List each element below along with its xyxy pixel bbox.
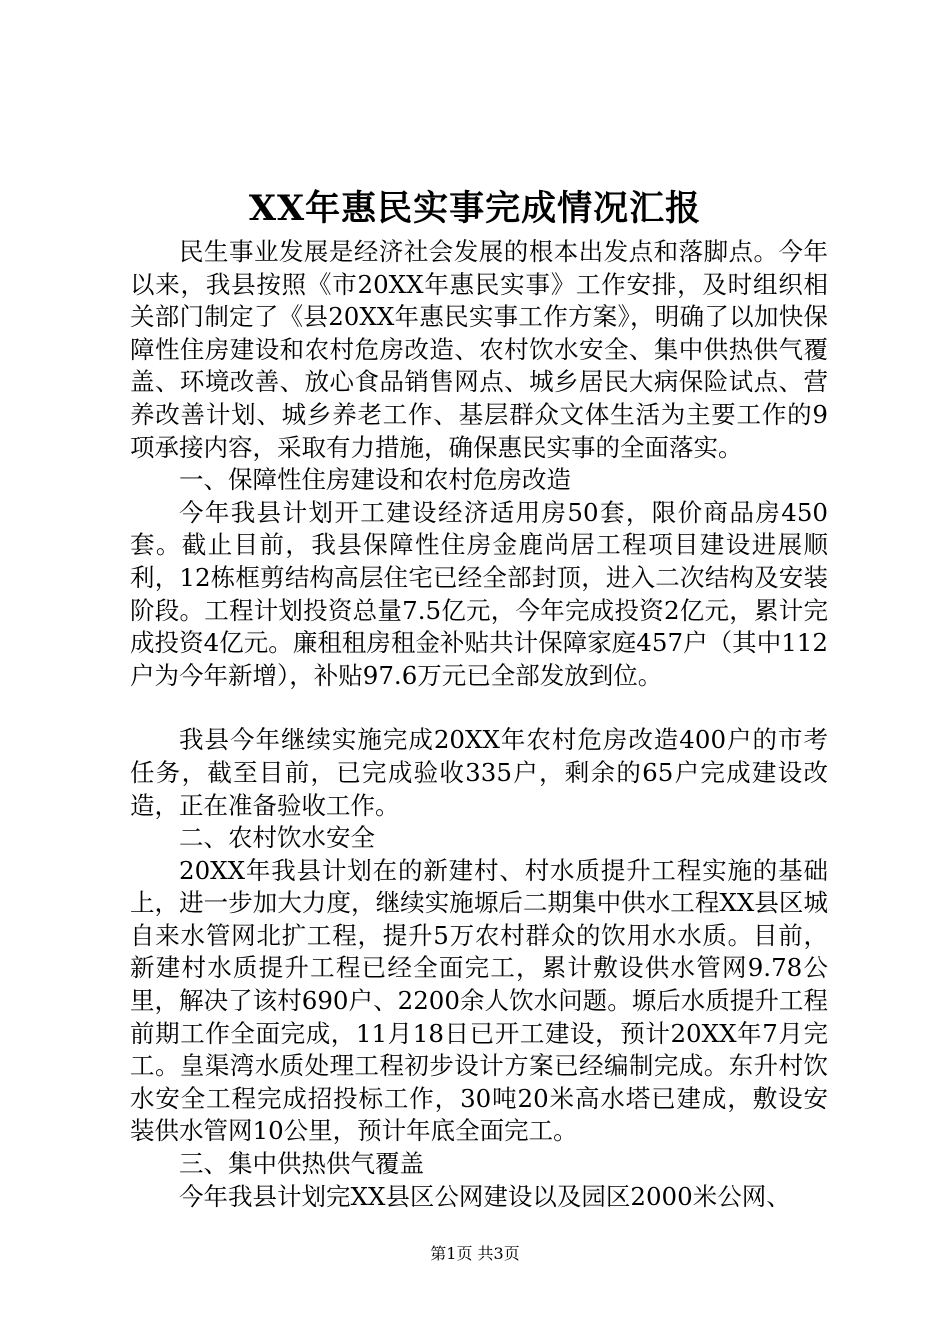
- section-heading-housing: 一、保障性住房建设和农村危房改造: [179, 465, 571, 495]
- paragraph-water: 20XX年我县计划在的新建村、村水质提升工程实施的基础上，进一步加大力度，继续实施塬后二期集中供水工程XX县区城自来水管网北扩工程，提升5万农村群众的饮用水水质。目前，新建村水质提升工程已经全面完工，累计敷设供水管网9.78公里，解决了该村690户、2200余人饮水问题。塬后水质提升工程前期工作全面完成，11月18日已开工建设，预计20XX年7月完工。皇渠湾水质处理工程初步设计方案已经编制完成。东升村饮水安全工程完成招投标工作，30吨20米高水塔已建成，敷设安装供水管网10公里，预计年底全面完工。: [130, 855, 828, 1146]
- page-footer: 第1页 共3页: [430, 1244, 520, 1263]
- document-title: XX年惠民实事完成情况汇报: [248, 188, 702, 229]
- section-heading-heating: 三、集中供热供气覆盖: [179, 1149, 424, 1179]
- paragraph-rural-renovation: 我县今年继续实施完成20XX年农村危房改造400户的市考任务，截至目前，已完成验收335户，剩余的65户完成建设改造，正在准备验收工作。: [130, 725, 828, 820]
- paragraph-intro: 民生事业发展是经济社会发展的根本出发点和落脚点。今年以来，我县按照《市20XX年惠民实事》工作安排，及时组织相关部门制定了《县20XX年惠民实事工作方案》，明确了以加快保障性住房建设和农村危房改造、农村饮水安全、集中供热供气覆盖、环境改善、放心食品销售网点、城乡居民大病保险试点、营养改善计划、城乡养老工作、基层群众文体生活为主要工作的9项承接内容，采取有力措施，确保惠民实事的全面落实。: [130, 237, 828, 462]
- document-body: [130, 236, 828, 1213]
- paragraph-heating: 今年我县计划完XX县区公网建设以及园区2000米公网、: [179, 1181, 791, 1211]
- paragraph-housing: 今年我县计划开工建设经济适用房50套，限价商品房450套。截止目前，我县保障性住房金鹿尚居工程项目建设进展顺利，12栋框剪结构高层住宅已经全部封顶，进入二次结构及安装阶段。工程计划投资总量7.5亿元，今年完成投资2亿元，累计完成投资4亿元。廉租租房租金补贴共计保障家庭457户（其中112户为今年新增），补贴97.6万元已全部发放到位。: [130, 497, 828, 690]
- section-heading-water: 二、农村饮水安全: [179, 823, 375, 853]
